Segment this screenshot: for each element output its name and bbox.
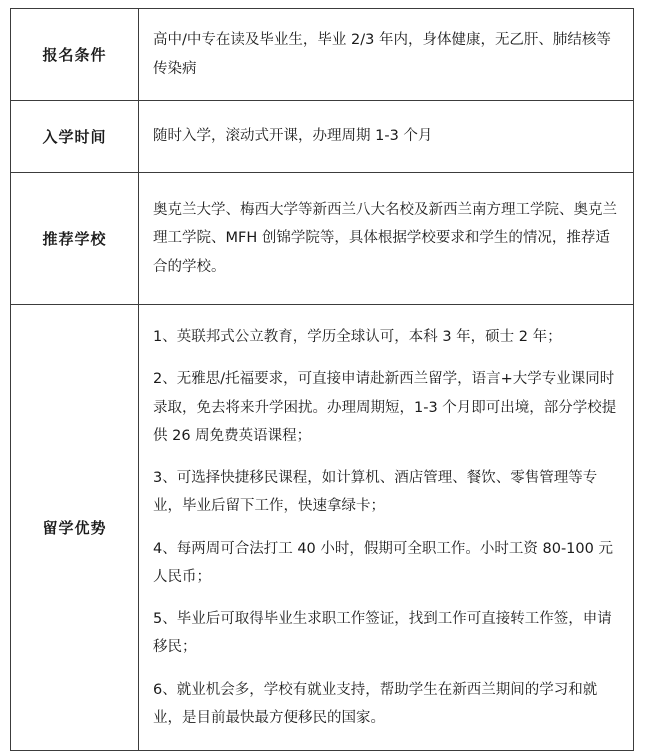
content-paragraph: 高中/中专在读及毕业生，毕业 2/3 年内，身体健康，无乙肝、肺结核等传染病 [153,32,611,77]
row-content-recommended-schools [139,173,634,305]
row-label-enrollment-time: 入学时间 [11,101,139,173]
content-paragraph: 3、可选择快捷移民课程，如计算机、酒店管理、餐饮、零售管理等专业，毕业后留下工作，快速拿绿卡； [153,470,598,515]
table-row [11,173,634,305]
table-row [11,305,634,751]
content-paragraph: 4、每两周可合法打工 40 小时，假期可全职工作。小时工资 80-100 元人民币； [153,540,613,585]
row-label-application-requirements: 报名条件 [11,9,139,101]
row-content-application-requirements [139,9,634,101]
content-paragraph: 随时入学，滚动式开课，办理周期 1-3 个月 [153,128,433,145]
table-row [11,9,634,101]
row-label-study-advantages: 留学优势 [11,305,139,751]
content-paragraph: 5、毕业后可取得毕业生求职工作签证，找到工作可直接转工作签，申请移民； [153,611,612,656]
content-paragraph: 奥克兰大学、梅西大学等新西兰八大名校及新西兰南方理工学院、奥克兰理工学院、MFH 创锦学院等，具体根据学校要求和学生的情况，推荐适合的学校。 [153,202,617,275]
content-paragraph: 2、无雅思/托福要求，可直接申请赴新西兰留学，语言+大学专业课同时录取，免去将来升学困扰。办理周期短，1-3 个月即可出境，部分学校提供 26 周免费英语课程； [153,371,617,444]
row-content-study-advantages [139,305,634,751]
table-row [11,101,634,173]
row-content-enrollment-time [139,101,634,173]
study-abroad-info-table [10,8,634,751]
row-label-recommended-schools: 推荐学校 [11,173,139,305]
table-body [11,9,634,751]
content-paragraph: 6、就业机会多，学校有就业支持，帮助学生在新西兰期间的学习和就业，是目前最快最方便移民的国家。 [153,681,598,726]
content-paragraph: 1、英联邦式公立教育，学历全球认可，本科 3 年，硕士 2 年； [153,329,562,345]
